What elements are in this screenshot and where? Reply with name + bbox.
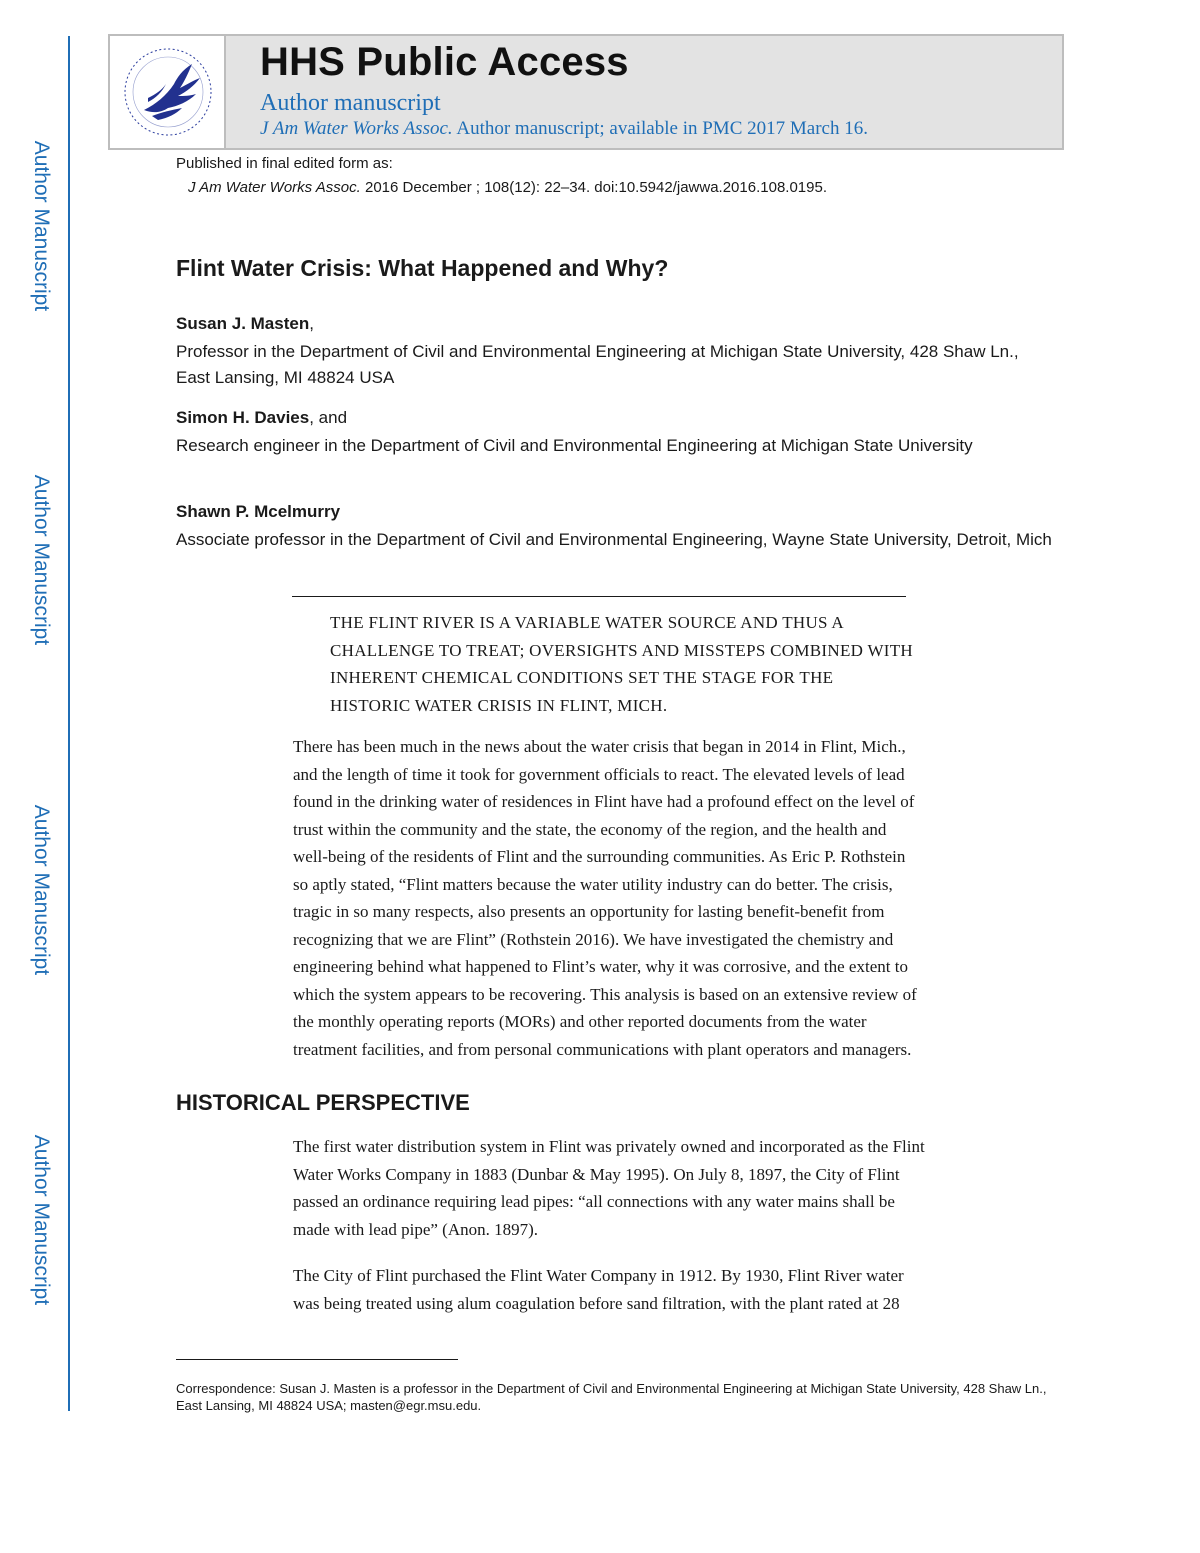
author-suffix: , (309, 314, 314, 333)
paragraph-line: which the system appears to be recovering. This analysis is based on an extensive review of (293, 984, 917, 1004)
abstract-line: THE FLINT RIVER IS A VARIABLE WATER SOURCE AND THUS A (330, 613, 844, 632)
published-form-label: Published in final edited form as: (176, 155, 393, 172)
author-affiliation: Research engineer in the Department of Civil and Environmental Engineering at Michigan State University (176, 436, 973, 455)
historical-paragraph (293, 1133, 1033, 1243)
citation-details: 2016 December ; 108(12): 22–34. doi:10.5942/jawwa.2016.108.0195. (360, 179, 827, 196)
historical-paragraph (293, 1262, 1033, 1317)
side-label-text: Author Manuscript (30, 1134, 54, 1306)
author-affiliation: Professor in the Department of Civil and Environmental Engineering at Michigan State University, 428 Shaw Ln., East Lansing, MI 48824 USA (176, 342, 1019, 387)
author-affiliation: Associate professor in the Department of Civil and Environmental Engineering, Wayne State University, Detroit, Mich (176, 530, 1052, 549)
header-main (226, 36, 1062, 148)
paragraph-line: passed an ordinance requiring lead pipes: “all connections with any water mains shall be (293, 1192, 895, 1211)
paragraph-line: The City of Flint purchased the Flint Water Company in 1912. By 1930, Flint River water (293, 1266, 904, 1285)
paragraph-line: There has been much in the news about the water crisis that began in 2014 in Flint, Mich., (293, 737, 906, 756)
author-manuscript-side-label (21, 462, 61, 658)
availability-line (260, 118, 868, 140)
abstract (330, 609, 1030, 719)
author-suffix: , and (309, 408, 348, 427)
paragraph-line: Water Works Company in 1883 (Dunbar & May 1995). On July 8, 1897, the City of Flint (293, 1164, 900, 1184)
paragraph-line: the monthly operating reports (MORs) and other reported documents from the water (293, 1012, 867, 1031)
hhs-header (108, 34, 1064, 150)
citation-journal: J Am Water Works Assoc. (188, 179, 361, 196)
availability-text: Author manuscript; available in PMC 2017 March 16. (452, 118, 868, 139)
author-name-text: Shawn P. Mcelmurry (176, 502, 341, 521)
abstract-line: HISTORIC WATER CRISIS IN FLINT, MICH. (330, 695, 668, 715)
author-name (176, 314, 314, 334)
abstract-divider (292, 596, 906, 597)
margin-rule (68, 36, 70, 1411)
side-label-text: Author Manuscript (30, 804, 54, 976)
side-label-text: Author Manuscript (30, 474, 54, 646)
hhs-eagle-seal-icon (122, 46, 214, 138)
author-manuscript-side-label (21, 128, 61, 324)
paragraph-line: and the length of time it took for government officials to react. The elevated levels of lead (293, 764, 905, 784)
paragraph-line: engineering behind what happened to Flint’s water, why it was corrosive, and the extent to (293, 957, 908, 976)
author-name (176, 408, 347, 428)
author-manuscript-side-label (21, 1122, 61, 1318)
paragraph-line: so aptly stated, “Flint matters because the water utility industry can do better. The crisis, (293, 874, 893, 894)
paper-title: Flint Water Crisis: What Happened and Why? (176, 255, 669, 281)
paragraph-line: was being treated using alum coagulation before sand filtration, with the plant rated at 28 (293, 1293, 900, 1313)
citation-line (188, 179, 827, 196)
side-label-text: Author Manuscript (30, 140, 54, 312)
paragraph-line: recognizing that we are Flint” (Rothstein 2016). We have investigated the chemistry and (293, 929, 894, 949)
journal-name: J Am Water Works Assoc. (260, 118, 453, 139)
paragraph-line: The first water distribution system in Flint was privately owned and incorporated as the Flint (293, 1137, 925, 1156)
paragraph-line: well-being of the residents of Flint and the surrounding communities. As Eric P. Rothstein (293, 847, 906, 866)
author-manuscript-label: Author manuscript (260, 90, 441, 116)
author-name (176, 502, 340, 522)
paragraph-line: treatment facilities, and from personal communications with plant operators and managers. (293, 1039, 912, 1059)
author-name-text: Simon H. Davies (176, 408, 310, 427)
section-heading: HISTORICAL PERSPECTIVE (176, 1090, 470, 1115)
paragraph-line: tragic in so many respects, also presents an opportunity for lasting benefit-benefit from (293, 902, 885, 921)
paragraph-line: found in the drinking water of residences in Flint have had a profound effect on the level of (293, 792, 915, 811)
logo-cell (110, 36, 226, 148)
paragraph-line: made with lead pipe” (Anon. 1897). (293, 1219, 539, 1239)
correspondence-footnote: Correspondence: Susan J. Masten is a professor in the Department of Civil and Environmental Engineering at Michigan State University, 428 Shaw Ln., East Lansing, MI 48824 USA; masten@egr.msu.edu. (176, 1381, 1047, 1413)
author-name-text: Susan J. Masten (176, 314, 310, 333)
intro-paragraph (293, 733, 1033, 1063)
abstract-line: INHERENT CHEMICAL CONDITIONS SET THE STAGE FOR THE (330, 668, 834, 687)
abstract-line: CHALLENGE TO TREAT; OVERSIGHTS AND MISSTEPS COMBINED WITH (330, 640, 914, 660)
author-manuscript-side-label (21, 792, 61, 988)
paragraph-line: trust within the community and the state, the economy of the region, and the health and (293, 819, 887, 839)
hhs-public-access-title: HHS Public Access (260, 40, 629, 84)
footnote-divider (176, 1359, 458, 1360)
